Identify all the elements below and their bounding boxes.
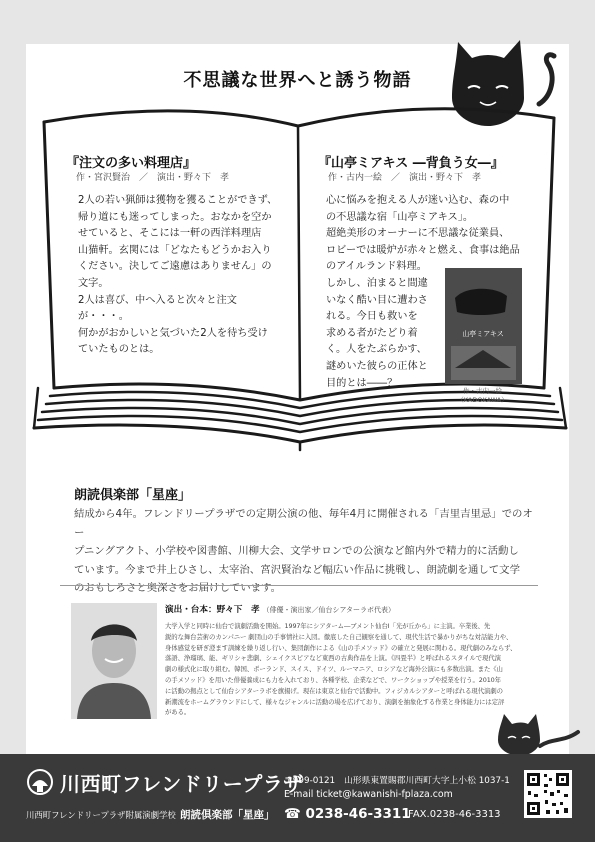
telephone[interactable] [284, 806, 411, 822]
story2-title: 『山亭ミアキス ―背負う女―』 [318, 156, 504, 171]
club-line: プニングアクト、小学校や図書館、川柳大会、文学サロンでの公演など館内外で精力的に活動し [74, 545, 519, 558]
bio-line: の手メソッド》を用いた俳優養成にも力を入れており、各種学校、企業などで、ワークショップや授業を行う。2010年 [165, 675, 501, 684]
telephone-number: 0238-46-3311 [305, 806, 411, 822]
story2-synopsis-narrow [326, 276, 440, 392]
director-photo [71, 603, 157, 719]
phone-icon: ☎ [284, 806, 306, 822]
club-line: のおもしろさと奥深さをお届けしています。 [74, 582, 281, 595]
story1-line: 帰り道にも迷ってしまった。おなかを空か [78, 211, 272, 223]
story2-line: ロビーでは暖炉が赤々と燃え、食事は絶品 [326, 244, 520, 256]
bio-line: 劇の様式化に取り組む。韓国、ポーランド、スイス、ドイツ、ルーマニア、ロシアなど海外公演にも多数出演。また《山 [165, 665, 503, 674]
bio-line: に活動の拠点として仙台シアターラボを旗揚げ。現在は東京と仙台で活動中。フィジカルシアターと呼ばれる現代演劇の [165, 686, 503, 695]
director-name-text: 演出・台本：野々下 孝 [165, 605, 260, 615]
footer [0, 754, 595, 842]
story2-line: く。人をたぶらかす、 [326, 344, 427, 356]
director-name [165, 603, 395, 615]
story1-line: 何かがおかしいと気づいた2人を待ち受け [78, 327, 268, 339]
story1-credit: 作・宮沢賢治 ／ 演出・野々下 孝 [76, 173, 230, 183]
story2-line: の不思議な宿「山亭ミアキス」。 [326, 211, 474, 223]
cover-publisher: （KADOKAWA） [457, 396, 508, 404]
club-line: 結成から4年。フレンドリープラザでの定期公演の他、毎年4月に開催される「吉里吉里忌」でのオー [74, 508, 533, 539]
address: 〒999-0121 山形県東置賜郡川西町大字上小松 1037-1 [284, 776, 510, 786]
story2-line: のアイルランド料理。 [326, 261, 427, 273]
qr-code-pattern [524, 770, 572, 818]
director-portrait [71, 603, 157, 719]
venue-name: 川西町フレンドリープラザ [60, 772, 304, 796]
bio-line: 落語、浄瑠璃、能、ギリシャ悲劇、シェイクスピアなど東西の古典作品を上演。《四畳半》と呼ばれるスタイルで現代演 [165, 654, 501, 663]
club-line: ています。今まで井上ひさし、太宰治、宮沢賢治など幅広い作品に挑戦し、朗読劇を通して文学 [74, 563, 520, 576]
bio-line: 身体感覚を研ぎ澄ます訓練を繰り返し行い、集団創作による《山の手メソッド》の確立と発展に関わる。現代劇のみならず、 [165, 643, 517, 652]
cover-title: 山亭ミアキス [462, 330, 504, 338]
story1-line: ください。決してご遠慮はありません」の [78, 261, 272, 273]
qr-code-icon[interactable] [524, 770, 572, 818]
email[interactable]: E-mail ticket@kawanishi-fplaza.com [284, 789, 453, 800]
school-name: 川西町フレンドリープラザ附属演劇学校 [26, 810, 176, 820]
headline: 不思議な世界へと誘う物語 [183, 70, 412, 91]
story1-title: 『注文の多い料理店』 [66, 156, 197, 171]
director-bio [165, 621, 535, 718]
story2-line: いなく酷い目に遭わさ [326, 294, 428, 306]
bio-line: がある。 [165, 708, 191, 717]
story1-line: 2人の若い猟師は獲物を獲ることができず、 [78, 195, 278, 206]
story2-line: 謎めいた彼らの正体と [326, 360, 428, 372]
story2-synopsis [326, 193, 532, 276]
story1-synopsis [78, 193, 278, 359]
cover-author: 作・古内一絵 [463, 387, 502, 395]
director-role: （俳優・演出家／仙台シアターラボ代表） [262, 606, 396, 614]
story1-line: せていると、そこには一軒の西洋料理店 [78, 228, 262, 240]
bio-line: 鋭的な舞台芸術のカンパニー 劇団山の手事情社に入団。徹底した自己観察を通して、現代生活で暴かりがちな対話能力や、 [165, 632, 513, 641]
story2-line: れる。今日も救いを [326, 311, 418, 323]
story2-line: 心に悩みを抱える人が迷い込む、森の中 [326, 195, 510, 206]
story1-line: ていたものとは。 [78, 344, 160, 356]
footer-club-name: 朗読倶楽部「星座」 [180, 809, 275, 821]
bio-line: 新潮流をホームグラウンドにして、様々なジャンルに活動の場を広げており、演劇を抽象化する作業と身体能力には定評 [165, 697, 505, 706]
book-cover-image [445, 268, 522, 384]
venue-logo-icon [26, 768, 54, 796]
bio-line: 大学入学と同時に仙台で演劇活動を開始。1997年にシアターム―ブメント仙台Ⅰ「光が丘から」に主演。卒業後、先 [165, 622, 491, 630]
book-cover-art [445, 268, 522, 384]
club-title: 朗読倶楽部「星座」 [74, 488, 192, 503]
story2-line: 目的とは――？ [326, 377, 398, 389]
story1-line: 2人は喜び、中へ入ると次々と注文が・・・。 [78, 294, 237, 323]
story2-line: しかし、泊まると間違 [326, 278, 428, 289]
story2-line: 求める者がたどり着 [326, 327, 418, 339]
cover-caption [430, 387, 535, 405]
story1-line: 文字。 [78, 277, 109, 289]
story2-line: 超絶美形のオーナーに不思議な従業員、 [326, 228, 510, 240]
story1-line: 山猫軒。玄関には「どなたもどうかお入り [78, 244, 272, 256]
fax: FAX.0238-46-3313 [408, 809, 501, 820]
story2-credit: 作・古内一絵 ／ 演出・野々下 孝 [328, 173, 482, 183]
section-divider [60, 585, 538, 586]
